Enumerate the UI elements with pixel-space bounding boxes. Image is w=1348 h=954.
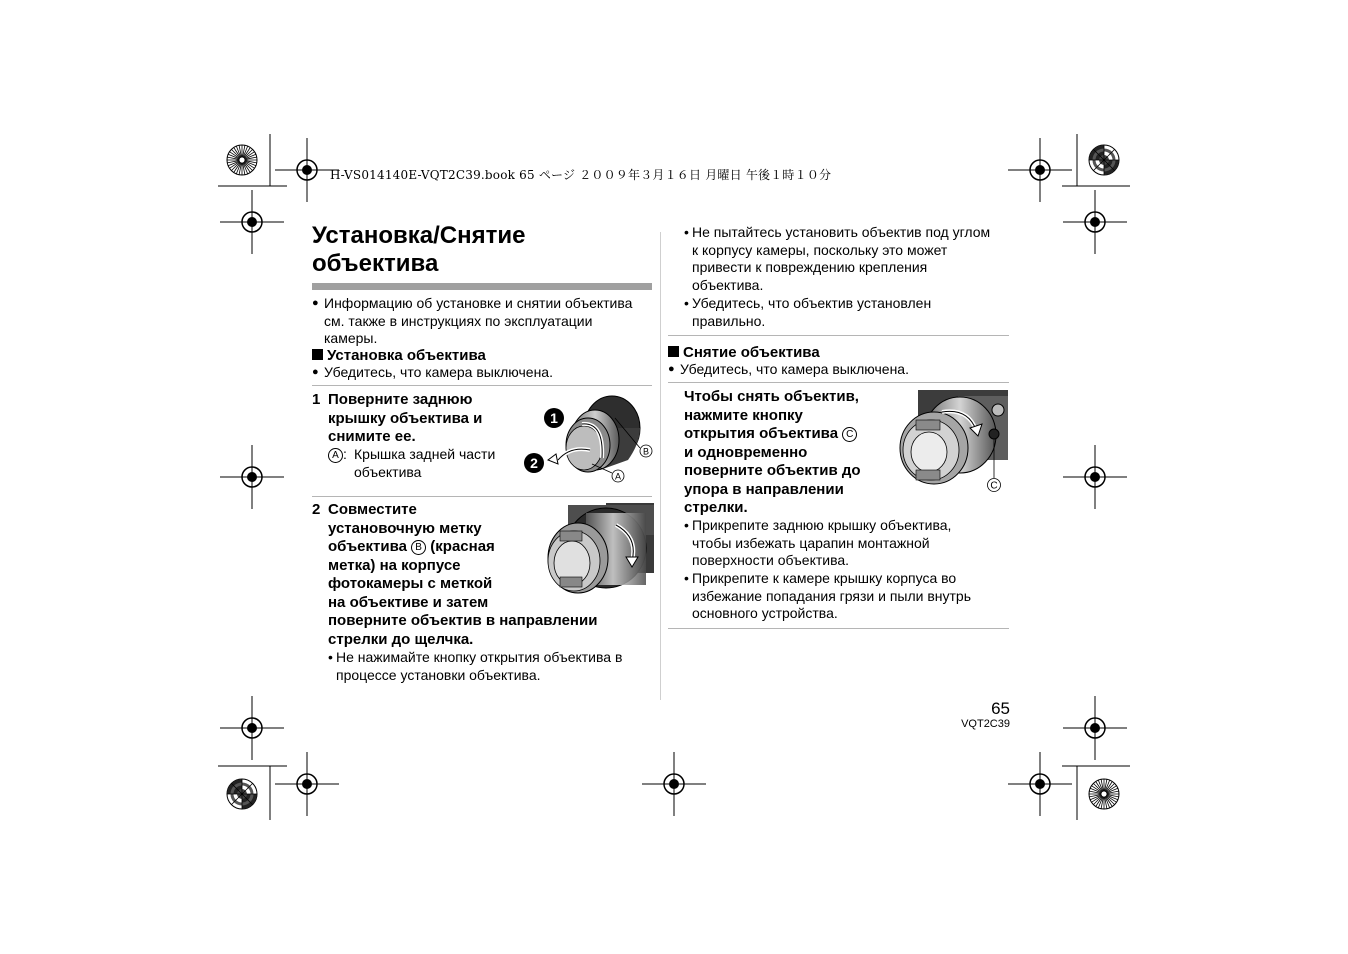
remove-step-text [684, 388, 894, 518]
registration-mark-right-lower [1063, 696, 1127, 760]
rear-cap-removal-illustration [520, 388, 655, 488]
note-line: Не нажимайте кнопку открытия объектива в [336, 649, 623, 665]
step-line: поверните объектив до [684, 462, 861, 479]
divider [312, 496, 652, 497]
title-line-2: объектива [312, 250, 439, 277]
registration-mark-bottom-left [275, 752, 339, 816]
step-line: снимите ее. [328, 428, 416, 445]
checker-mark-bottom-left [227, 779, 257, 809]
page-number: 65 [991, 699, 1010, 718]
square-bullet-icon [668, 346, 679, 357]
rear-cap-bullet [684, 517, 1009, 570]
divider [668, 628, 1009, 629]
bullet-dot: • [328, 649, 333, 665]
step-line: упора в направлении [684, 480, 844, 498]
note-line: Прикрепите заднюю крышку объектива, [692, 517, 952, 533]
divider [312, 385, 652, 386]
installed-check-text [692, 295, 1009, 330]
registration-mark-bottom-center [642, 752, 706, 816]
note-line: поверхности объектива. [692, 552, 850, 568]
note-line: основного устройства. [692, 605, 838, 621]
note-line: привести к повреждению крепления [692, 259, 928, 275]
step-line: стрелки. [684, 499, 748, 516]
callout-a-label: A [328, 448, 343, 463]
fig1-callout-a: A [614, 471, 622, 482]
bullet-dot: ● [668, 363, 675, 375]
lens-removal-illustration [898, 390, 1010, 496]
mount-precondition-text: Убедитесь, что камера выключена. [324, 364, 553, 380]
remove-heading [668, 344, 1008, 362]
step-line: Чтобы снять объектив, [684, 388, 859, 405]
body-cap-text [692, 570, 1009, 623]
step-line: открытия объектива [684, 425, 843, 442]
divider [668, 335, 1009, 336]
step-2-number: 2 [312, 501, 321, 518]
registration-mark-right-middle [1063, 445, 1127, 509]
divider [668, 382, 1009, 383]
body-cap-bullet [684, 570, 1009, 623]
note-line: Убедитесь, что объектив установлен [692, 295, 932, 311]
step-line: Поверните заднюю [328, 391, 473, 408]
step-line: поверните объектив в направлении [328, 612, 598, 629]
page-title [312, 222, 652, 278]
registration-mark-left-lower [220, 696, 284, 760]
title-underline-rule [312, 289, 652, 290]
step-line: стрелки до щелчка. [328, 630, 474, 648]
note-line: Прикрепите к камере крышку корпуса во [692, 570, 957, 586]
intro-line: камеры. [324, 330, 378, 346]
starburst-mark-bottom-right [1089, 779, 1119, 809]
intro-bullet [312, 295, 657, 348]
step-line: установочную метку [328, 519, 482, 537]
fig1-callout-b: B [642, 446, 650, 457]
fig1-step2-badge: 2 [530, 455, 538, 471]
remove-precondition [668, 361, 1008, 379]
step-line: (красная [426, 538, 495, 555]
remove-precondition-text: Убедитесь, что камера выключена. [680, 361, 909, 377]
starburst-mark-top-left [227, 145, 257, 175]
step-line: фотокамеры с меткой [328, 575, 493, 592]
step-line: нажмите кнопку [684, 406, 803, 424]
intro-line: Информацию об установке и снятии объектива [324, 295, 633, 311]
bullet-dot: ● [312, 297, 319, 309]
note-line: чтобы избежать царапин монтажной [692, 534, 930, 551]
intro-line: см. также в инструкциях по эксплуатации [324, 312, 593, 329]
registration-mark-left-middle [220, 445, 284, 509]
step-line: Совместите [328, 501, 417, 518]
note-line: объектива. [692, 276, 764, 293]
step-2-note-text [336, 649, 653, 684]
step-line: объектива [328, 538, 412, 555]
bullet-dot: ● [312, 366, 319, 378]
bullet-dot: • [684, 224, 689, 240]
angle-warning-bullet [684, 224, 1009, 294]
bullet-dot: • [684, 517, 689, 533]
square-bullet-icon [312, 349, 323, 360]
note-line: избежание попадания грязи и пыли внутрь [692, 587, 972, 604]
registration-mark-left-upper [220, 190, 284, 254]
installed-check-bullet [684, 295, 1009, 330]
checker-mark-top-right [1089, 145, 1119, 175]
bullet-dot: • [684, 295, 689, 311]
step-1-note [328, 446, 528, 480]
lens-attach-illustration [546, 503, 654, 595]
angle-warning-text [692, 224, 1009, 294]
rear-cap-text [692, 517, 1009, 570]
column-divider [660, 232, 661, 700]
step-1-note-text [354, 446, 495, 481]
step-line: метка) на корпусе [328, 556, 461, 574]
note-line: Крышка задней части [354, 446, 496, 462]
mount-precondition [312, 364, 652, 382]
model-code: VQT2C39 [961, 718, 1010, 730]
step-1-number: 1 [312, 391, 321, 408]
callout-c-label: C [842, 427, 857, 442]
registration-mark-top-right [1008, 138, 1072, 202]
remove-heading-text: Снятие объектива [683, 344, 820, 361]
step-1-text [328, 391, 528, 447]
fig3-callout-c: C [990, 480, 998, 492]
note-line: Не пытайтесь установить объектив под углом [692, 224, 991, 240]
intro-text [324, 295, 657, 348]
note-line: процессе установки объектива. [336, 666, 541, 683]
registration-mark-bottom-right [1008, 752, 1072, 816]
callout-b-label: B [411, 540, 426, 555]
note-colon: : [343, 446, 347, 462]
mount-heading [312, 347, 652, 365]
registration-mark-right-upper [1063, 190, 1127, 254]
note-line: правильно. [692, 312, 766, 329]
step-2-note [328, 649, 653, 684]
note-line: объектива [354, 463, 422, 480]
step-line: на объективе и затем [328, 593, 489, 611]
fig1-step1-badge: 1 [550, 410, 558, 426]
title-line-1: Установка/Снятие [312, 222, 526, 249]
mount-heading-text: Установка объектива [327, 347, 486, 364]
print-header-line: H-VS014140E-VQT2C39.book 65 ページ ２００９年３月１６日 月曜日 午後１時１０分 [330, 168, 832, 182]
step-line: крышку объектива и [328, 409, 483, 427]
step-line: и одновременно [684, 443, 808, 461]
note-line: к корпусу камеры, поскольку это может [692, 241, 948, 258]
bullet-dot: • [684, 570, 689, 586]
